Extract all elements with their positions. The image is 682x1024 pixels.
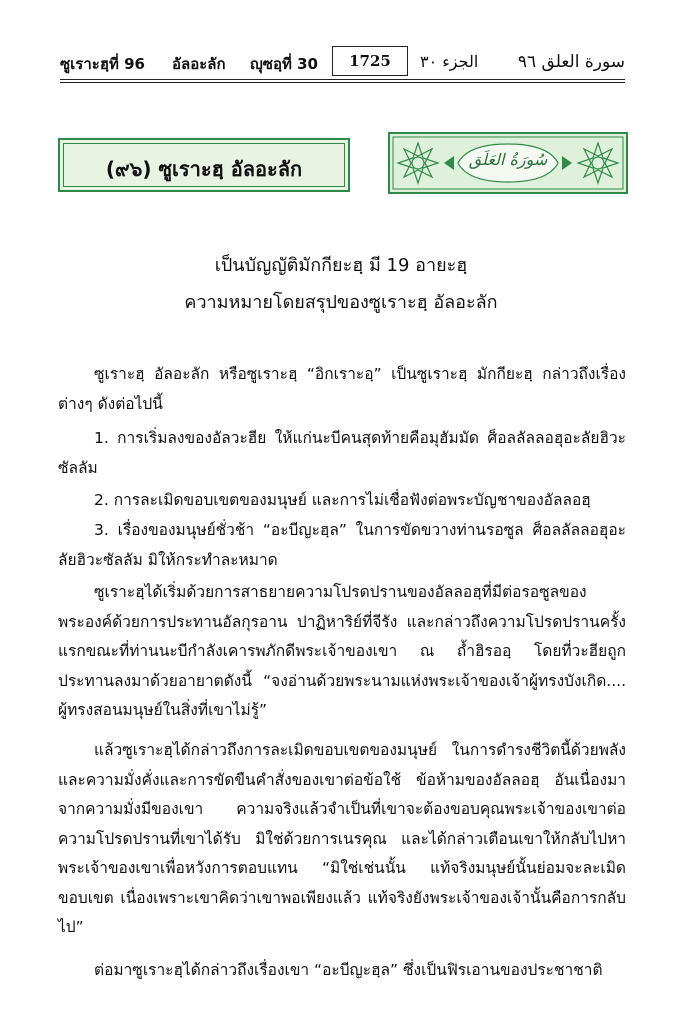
list-item-2: 2. การละเมิดขอบเขตของมนุษย์ และการไม่เชื่อฟังต่อพระบัญชาของอัลลอฮฺ: [94, 491, 591, 509]
header-rule: [60, 79, 625, 80]
header-rule-thin: [60, 82, 625, 83]
list-item-1: 1. การเริ่มลงของอัลวะฮีย ให้แก่นะบีคนสุดท้ายคือมุฮัมมัด ศ็อลลัลลอฮุอะลัยฮิวะซัลลัม: [58, 429, 626, 477]
paragraph-revelation: ซูเราะฮฺได้เริ่มด้วยการสาธยายความโปรดปรานของอัลลอฮฺที่มีต่อรอซูลของพระองค์ด้วยการประทานอัลกุรอาน ปาฏิหาริย์ที่จีรัง และกล่าวถึงความโปรดปรานครั้งแรกขณะที่ท่านนะบีกำลังเคารพภักดีพระเจ้าของเขา ณ ถ้ำฮิรออฺ โดยที่วะฮียถูกประทานลงมาด้วยอายาตดังนี้ “จงอ่านด้วยพระนามแห่งพระเจ้าของเจ้าผู้ทรงบังเกิด.... ผู้ทรงสอนมนุษย์ในสิ่งที่เขาไม่รู้”: [58, 583, 626, 719]
paragraph-abu-jahl: ต่อมาซูเราะฮฺได้กล่าวถึงเรื่องเขา “อะบีญะฮฺล” ซึ่งเป็นฟิรเอานของประชาชาติ: [94, 961, 603, 979]
summary-heading: ความหมายโดยสรุปของซูเราะฮฺ อัลอะลัก: [184, 292, 498, 313]
revelation-info: เป็นบัญญัติมักกียะฮฺ มี 19 อายะฮฺ: [214, 255, 468, 276]
paragraph-intro: ซูเราะฮฺ อัลอะลัก หรือซูเราะฮฺ “อิกเราะอฺ” เป็นซูเราะฮฺ มักกียะฮฺ กล่าวถึงเรื่องต่างๆ ดังต่อไปนี้: [58, 365, 626, 413]
header-surah-name: อัลอะลัก: [172, 55, 226, 73]
page-header: [60, 44, 625, 84]
header-juz: ญุซอฺที่ 30: [250, 55, 318, 73]
list-item-3: 3. เรื่องของมนุษย์ชั่วช้า “อะบีญะฮฺล” ในการขัดขวางท่านรอซูล ศ็อลลัลลอฮุอะลัยฮิวะซัลลัม มิให้กระทำละหมาด: [58, 521, 626, 569]
header-surah-arabic: سورة العلق ٩٦: [517, 52, 625, 72]
surah-title: (๙๖) ซูเราะฮฺ อัลอะลัก: [105, 157, 303, 181]
surah-title-box: [58, 138, 350, 192]
ornament-calligraphy: سُورَةُ العَلَق: [468, 150, 548, 169]
header-surah-number: ซูเราะฮฺที่ 96: [60, 55, 145, 73]
header-juz-arabic: الجزء ٣٠: [420, 52, 479, 71]
paragraph-transgression: แล้วซูเราะฮฺได้กล่าวถึงการละเมิดขอบเขตของมนุษย์ ในการดำรงชีวิตนี้ด้วยพลังและความมั่งคั่งและการขัดขืนคำสั่งของเขาต่อข้อใช้ ข้อห้ามของอัลลอฮฺ อันเนื่องมาจากความมั่งมีของเขา ความจริงแล้วจำเป็นที่เขาจะต้องขอบคุณพระเจ้าของเขาต่อความโปรดปรานที่เขาได้รับ มิใช่ด้วยการเนรคุณ และได้กล่าวเตือนเขาให้กลับไปหาพระเจ้าของเขาเพื่อหวังการตอบแทน “มิใช่เช่นนั้น แท้จริงมนุษย์นั้นย่อมจะละเมิดขอบเขต เนื่องเพราะเขาคิดว่าเขาพอเพียงแล้ว แท้จริงยังพระเจ้าของเจ้านั้นคือการกลับไป”: [58, 741, 626, 936]
page-number: 1725: [332, 46, 408, 76]
surah-ornament-banner: [388, 132, 628, 194]
